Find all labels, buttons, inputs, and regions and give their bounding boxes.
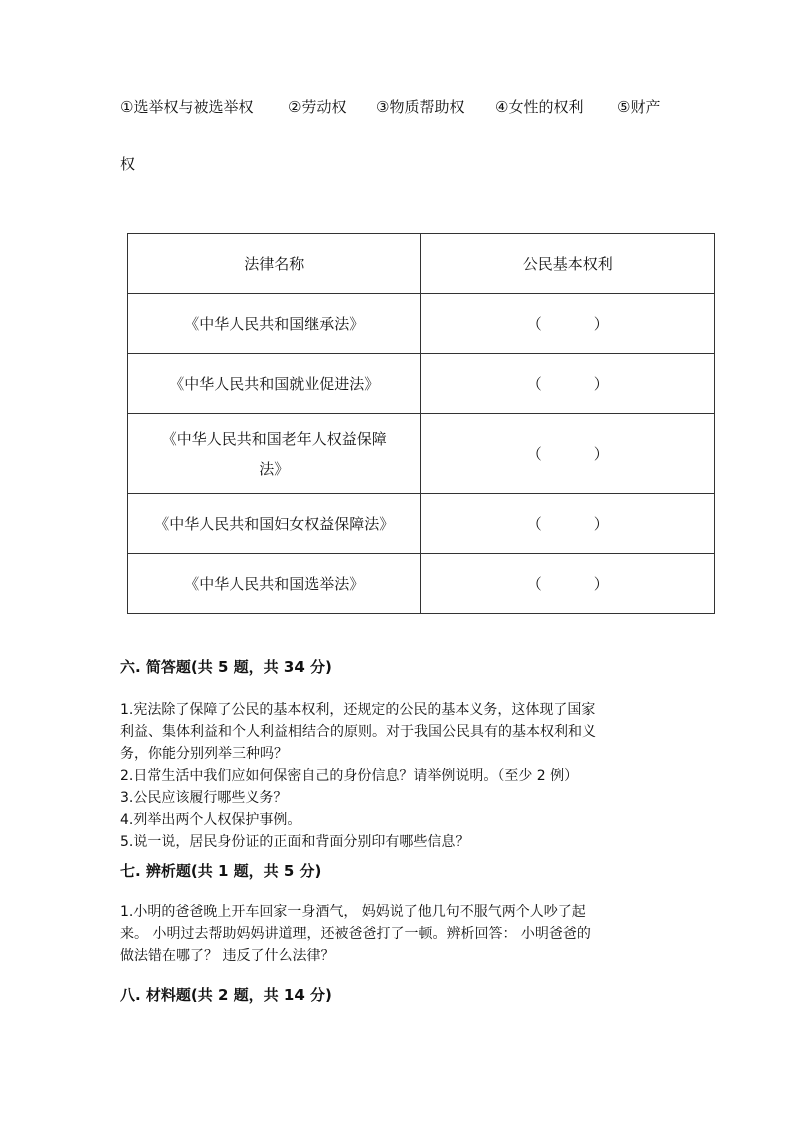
question-line: 4.列举出两个人权保护事例。: [120, 812, 302, 828]
answer-blank-cell[interactable]: [421, 294, 715, 354]
table-header-row: [128, 234, 715, 294]
question-line: 做法错在哪了？ 违反了什么法律？: [120, 948, 335, 964]
question-line: 1.宪法除了保障了公民的基本权利，还规定的公民的基本义务，这体现了国家: [120, 702, 596, 718]
answer-blank: （ ）: [526, 374, 609, 393]
answer-blank-cell[interactable]: [421, 554, 715, 614]
option-5-wrap: 权: [120, 155, 136, 173]
option-5: ⑤财产: [617, 98, 661, 116]
law-name-cell: 《中华人民共和国继承法》: [128, 294, 421, 354]
answer-blank: （ ）: [526, 514, 609, 533]
section-title-short-answer: 六. 简答题(共 5 题，共 34 分): [120, 658, 332, 676]
section-title-analysis: 七. 辨析题(共 1 题，共 5 分): [120, 862, 322, 880]
question-line: 1.小明的爸爸晚上开车回家一身酒气， 妈妈说了他几句不服气两个人吵了起: [120, 904, 586, 920]
law-name-line-1: 《中华人民共和国老年人权益保障: [161, 429, 387, 448]
answer-blank-cell[interactable]: [421, 354, 715, 414]
answer-blank-cell[interactable]: [421, 414, 715, 494]
table-row: [128, 414, 715, 494]
option-4: ④女性的权利: [495, 98, 584, 116]
answer-blank: （ ）: [526, 314, 609, 333]
table-row: [128, 294, 715, 354]
question-line: 3.公民应该履行哪些义务？: [120, 790, 288, 806]
answer-blank: （ ）: [526, 574, 609, 593]
law-name-line-2: 法》: [259, 459, 290, 478]
question-line: 利益、集体利益和个人利益相结合的原则。对于我国公民具有的基本权利和义: [120, 724, 596, 740]
header-law-name: 法律名称: [128, 234, 421, 294]
table-row: [128, 354, 715, 414]
header-basic-rights: 公民基本权利: [421, 234, 715, 294]
answer-blank-cell[interactable]: [421, 494, 715, 554]
short-answer-questions: [120, 699, 680, 853]
answer-blank: （ ）: [526, 444, 609, 463]
analysis-questions: [120, 901, 680, 967]
question-line: 2.日常生活中我们应如何保密自己的身份信息？请举例说明。（至少 2 例）: [120, 768, 579, 784]
law-name-cell: 《中华人民共和国妇女权益保障法》: [128, 494, 421, 554]
table-row: [128, 494, 715, 554]
option-3: ③物质帮助权: [376, 98, 465, 116]
law-name-cell: 《中华人民共和国选举法》: [128, 554, 421, 614]
law-rights-table: [127, 233, 715, 614]
section-title-material: 八. 材料题(共 2 题，共 14 分): [120, 986, 332, 1004]
option-1: ①选举权与被选举权: [120, 98, 254, 116]
question-line: 务，你能分别列举三种吗？: [120, 746, 288, 762]
option-2: ②劳动权: [288, 98, 347, 116]
law-name-cell: [128, 414, 421, 494]
question-line: 5.说一说，居民身份证的正面和背面分别印有哪些信息？: [120, 834, 470, 850]
question-line: 来。 小明过去帮助妈妈讲道理，还被爸爸打了一顿。辨析回答： 小明爸爸的: [120, 926, 591, 942]
law-name-cell: 《中华人民共和国就业促进法》: [128, 354, 421, 414]
table-row: [128, 554, 715, 614]
